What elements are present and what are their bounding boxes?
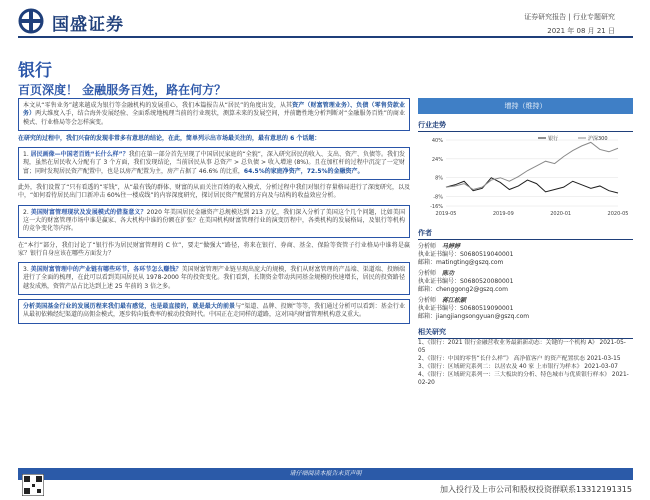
performance-chart-svg — [418, 132, 633, 222]
analysts-title: 作者 — [418, 228, 633, 240]
p4-rest: 2020 年美国居民金融资产总规模达到 213 万亿，我们深入分析了美国这个几个问题，比如美国这一大的财富管理市场中谁是赢家、各大机构中谁的份额在扩张？在美国机构财富管理行业的演变历程中，各类机构的发展格局，及银行等机构的竞争变化等内容。 — [23, 208, 405, 233]
analyst-list — [418, 243, 633, 321]
report-date: 2021 年 08 月 21 日 — [547, 27, 615, 35]
analyst-3 — [418, 297, 633, 321]
performance-title: 行业走势 — [418, 120, 633, 132]
analyst-email[interactable]: 邮箱：jiangjiangsongyuan@gszq.com — [418, 313, 530, 320]
topic-1-paragraph — [18, 147, 410, 180]
related-item[interactable]: 4、《银行：区域研究系列一：三大板块的分析、特色城市与优质银行样本》 2021-02-20 — [418, 372, 629, 386]
legend-label: 沪深300 — [588, 136, 608, 142]
report-type: 证券研究报告 | 行业专题研究 — [524, 13, 615, 21]
p0-rest: 两大维度入手，结合海外发展经验、全面系统地梳理当前的行业现状，测算未来的发展空间，并前瞻性地分析判断对“金融服务百姓”的商业模式、行业格局等会怎样演变。 — [23, 110, 405, 126]
p5-text: 在“本行”部分，我们讨论了“银行作为居民财富管理的 C 位”，要走“做强大”路径，将来在银行、券商、基金、保险等资管子行业格局中谁将是赢家？银行自身应该在哪些方面发力？ — [18, 241, 410, 257]
topic-4-paragraph — [18, 299, 410, 324]
related-list — [418, 339, 633, 387]
related-item[interactable]: 1、《银行：2021 银行金融营收业务最新新动态：关键的一个机构 A》 2021-05-05 — [418, 340, 626, 354]
analyst-email[interactable]: 邮箱：matingting@gszq.com — [418, 259, 504, 266]
analyst-role: 分析师 — [418, 270, 437, 277]
p6-lead: 3. — [23, 266, 31, 274]
footer-disclaimer: 请仔细阅读本报告末页声明 — [18, 468, 633, 480]
analyst-email[interactable]: 邮箱：chenggong2@gszq.com — [418, 286, 508, 293]
p7-rest: 与“渠道、品牌、投顾”等等，我们通过分析可以看到：基金行业从最初依赖经纪渠道的高佣金模式，逐步转向低费率的被动投资时代。中国正在走同样的道路，这对国内财富管理机构意义重大。 — [23, 303, 405, 319]
analyst-name: 蒋江松颖 — [442, 297, 467, 304]
y-tick-label: 24% — [431, 156, 443, 163]
x-tick-label: 2020-05 — [607, 211, 629, 217]
y-tick-label: 8% — [435, 175, 443, 182]
legend-label: 银行 — [548, 136, 559, 142]
p2-highlight: 居民画像—中国老百姓“长什么样”？ — [30, 151, 129, 159]
performance-chart — [418, 132, 633, 222]
sidebar — [418, 98, 633, 387]
p1-highlight: 在研究的过程中，我们兴奋的发现非常多有意思的结论，在此，简单列示出市场最关注的，最有意思的 6 个话题： — [18, 134, 321, 142]
p6-rest: 美国财富管理产业链呈现出庞大的规模，我们从财富管理的产品端、渠道端、投顾端进行了全面的梳理，在此可以看到美国居民从 1978-2000 年的投资变化。我们看到，长期资金带动共同基金规模的快速增长，居民的投资路径越发成熟，资管产品占比达到上述 25 年前的 3 倍之多。 — [23, 266, 405, 290]
analyst-role: 分析师 — [418, 243, 437, 250]
p4-highlight: 美国财富管理现状及发展模式的借鉴意义？ — [30, 208, 147, 216]
sector-title: 银行 — [18, 61, 52, 81]
report-headline: 百页深度！ 金融服务百姓，路在何方？ — [18, 83, 227, 97]
x-tick-label: 2019-05 — [435, 211, 457, 217]
qr-code-icon — [22, 474, 44, 496]
y-tick-label: 40% — [431, 138, 443, 144]
related-item[interactable]: 3、《银行：区域研究系列二：以居农及 40 家 上市银行为样本》 2021-03-07 — [418, 364, 618, 370]
y-tick-label: -16% — [430, 204, 443, 210]
topic-1-extra — [18, 184, 410, 201]
series-line-0 — [446, 178, 618, 193]
analyst-cert: 执业证书编号：S0680519090001 — [418, 305, 514, 312]
related-title: 相关研究 — [418, 327, 633, 339]
p2-lead: 1. — [23, 151, 31, 159]
watermark-text: 加入投行及上市公司和股权投资群联系13312191315 — [440, 485, 632, 494]
p7-highlight: 分析美国基金行业的发展历程来我们最有感觉，也是最直接的，就是最大的前景 — [23, 303, 236, 311]
analyst-role: 分析师 — [418, 297, 437, 304]
analyst-2 — [418, 270, 633, 294]
p3-text: 此外，我们设置了“只有看透的“零钱”，从“最有钱的群体、财富的从而关注百姓的收入模式、分析过程中我们对银行存量格局进行了深度研究，以及中，“如何看待居民出门口新冲击 60%往一楼成线”的内容深度研究，探讨居民资产配置的方向及与结构的收益效应分析。 — [18, 184, 410, 200]
p0-highlight: 资产（财富管理业务）、负债（零售贷款业务） — [23, 102, 405, 118]
company-logo-icon — [18, 8, 48, 34]
analyst-name: 马婷婷 — [442, 243, 461, 250]
p6-highlight: 美国财富管理中的产业链有哪些环节，各环节怎么赚钱？ — [30, 266, 182, 274]
analyst-1 — [418, 243, 633, 267]
rating-badge: 增持（维持） — [418, 98, 633, 114]
analyst-cert: 执业证书编号：S0680520080001 — [418, 278, 514, 285]
analyst-name: 陈功 — [442, 270, 455, 277]
company-logo-text: 国盛证券 — [52, 15, 124, 35]
summary-paragraph — [18, 135, 410, 143]
topic-2-paragraph — [18, 205, 410, 238]
header-divider — [18, 36, 633, 38]
main-body — [18, 98, 410, 328]
intro-paragraph — [18, 98, 410, 131]
related-item[interactable]: 2、《银行：中国的零售“长什么样”》 高净值客户 的资产配置状态 2021-03-15 — [418, 356, 621, 362]
y-tick-label: -8% — [433, 194, 443, 201]
analyst-cert: 执业证书编号：S0680519040001 — [418, 251, 514, 258]
p2-rest: 我们在第一部分首先呈现了中国居民家庭的“全貌”，深入研究居民的收入、支出、资产、负债等。我们发现，虽然在居民收入分配有了 3 个方面，我们发现结论，当前居民从事 总资产 > 总负债 > 收入增速 (8%)。且在加杠杆的过程中沉淀了一定财富；同时发现居民资产配置中，也是以房产配置为主，房产占据了 46.6% 的比重， — [23, 151, 405, 175]
x-tick-label: 2019-09 — [492, 211, 514, 217]
p2-tail: 64.5%的家庭净资产，72.5%的金融资产。 — [243, 167, 364, 175]
topic-2-extra — [18, 242, 410, 259]
x-tick-label: 2020-01 — [550, 211, 572, 217]
topic-3-paragraph — [18, 262, 410, 295]
p0-lead: 本文从“零售业务”越来越成为银行等金融机构的发展重心，我们本篇报告从“居民”的角度出发，从其 — [23, 102, 293, 109]
p4-lead: 2. — [23, 208, 31, 216]
series-line-1 — [446, 142, 618, 189]
